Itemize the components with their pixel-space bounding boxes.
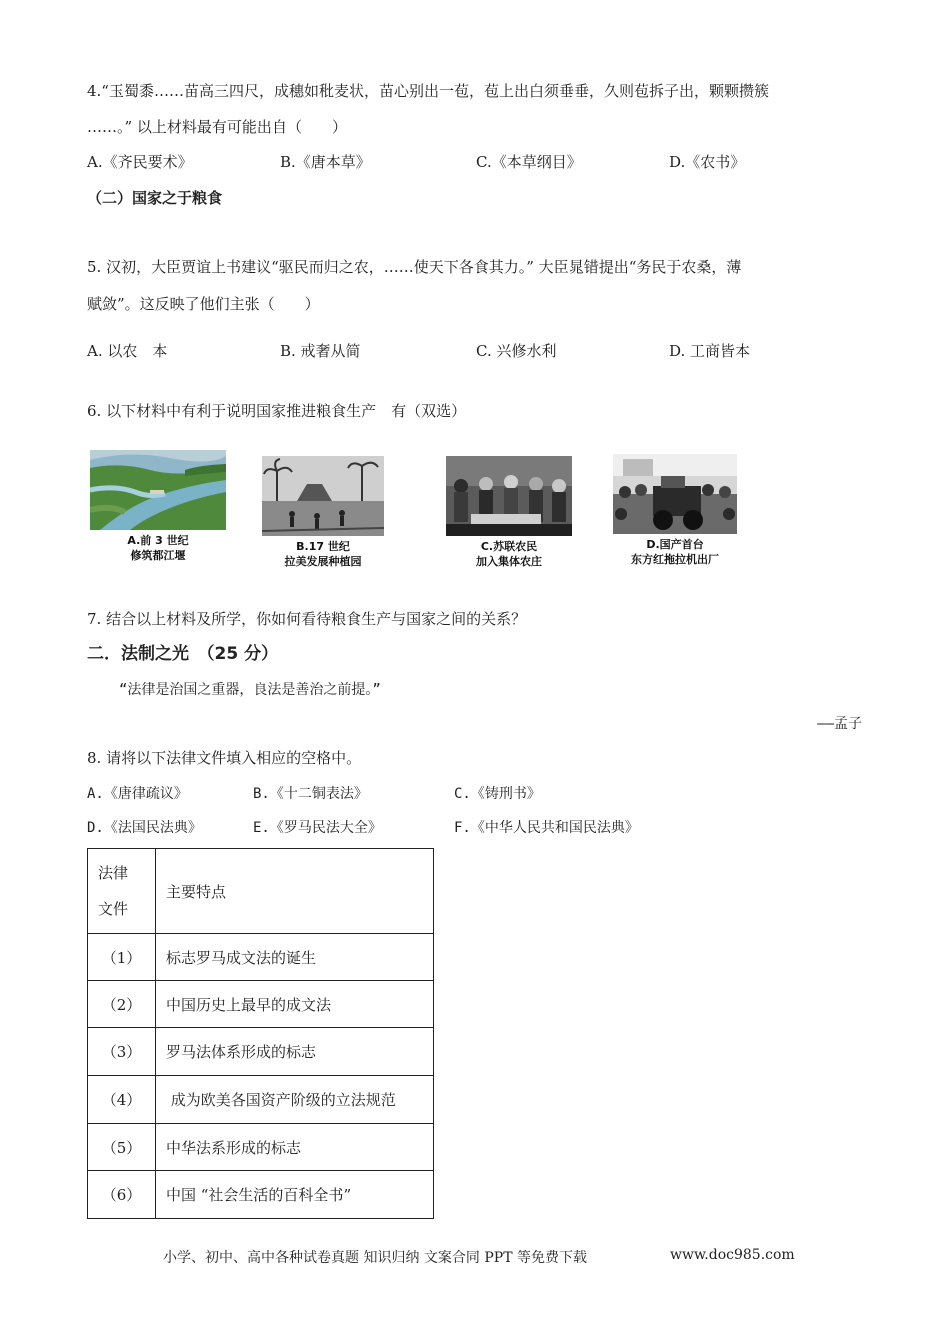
epigraph-quote: “法律是治国之重器，良法是善治之前提。” <box>119 682 381 698</box>
q7-stem: 7. 结合以上材料及所学，你如何看待粮食生产与国家之间的关系？ <box>87 610 527 628</box>
law-table <box>87 848 434 1219</box>
q8-option-c: C.《铸刑书》 <box>454 786 541 802</box>
picture-d-caption-line1: D.国产首台 <box>646 538 704 551</box>
row-feature: 中华法系形成的标志 <box>156 1124 434 1171</box>
q8-option-f: F.《中华人民共和国民法典》 <box>454 820 639 836</box>
row-feature: 标志罗马成文法的诞生 <box>156 934 434 981</box>
picture-b <box>262 456 398 572</box>
row-number[interactable]: （1） <box>88 934 156 981</box>
header-law-document <box>88 849 156 934</box>
row-feature: 成为欧美各国资产阶级的立法规范 <box>156 1076 434 1124</box>
plantation-engraving <box>262 456 384 536</box>
picture-c <box>446 456 582 572</box>
row-number[interactable]: （2） <box>88 981 156 1028</box>
table-row <box>88 934 434 981</box>
picture-d-caption-line2: 东方红拖拉机出厂 <box>631 553 719 566</box>
q5-option-b: B. 戒奢从简 <box>280 342 361 360</box>
q5-stem-line1: 5. 汉初，大臣贾谊上书建议“驱民而归之农，……使天下各食其力。” 大臣晁错提出“务民于农桑，薄 <box>87 258 742 276</box>
footer-text: 小学、初中、高中各种试卷真题 知识归纳 文案合同 PPT 等免费下载 <box>163 1250 587 1266</box>
header-main-feature: 主要特点 <box>156 849 434 934</box>
header-col1-line2: 文件 <box>98 900 129 918</box>
q4-stem-line1: 4.“玉蜀黍……苗高三四尺，成穗如秕麦状，苗心别出一苞，苞上出白须垂垂，久则苞拆子出，颗颗攒簇 <box>87 82 769 100</box>
q8-option-d: D.《法国民法典》 <box>87 820 202 836</box>
q4-option-d: D.《农书》 <box>669 153 746 171</box>
picture-d <box>613 454 749 570</box>
table-header-row <box>88 849 434 934</box>
q8-option-b: B.《十二铜表法》 <box>253 786 368 802</box>
table-row <box>88 1171 434 1219</box>
q8-stem: 8. 请将以下法律文件填入相应的空格中。 <box>87 749 362 767</box>
picture-b-caption-line2: 拉美发展种植园 <box>284 555 362 568</box>
picture-a-caption-line1: A.前 3 世纪 <box>127 534 189 547</box>
footer-site-link[interactable]: www.doc985.com <box>670 1247 795 1263</box>
row-feature: 中国历史上最早的成文法 <box>156 981 434 1028</box>
q8-option-e: E.《罗马民法大全》 <box>253 820 382 836</box>
picture-a-caption-line2: 修筑都江堰 <box>130 549 186 562</box>
row-feature: 中国 “社会生活的百科全书” <box>156 1171 434 1219</box>
header-col1-line1: 法律 <box>98 864 129 882</box>
tractor-photo <box>613 454 737 534</box>
collective-farm-photo <box>446 456 572 536</box>
epigraph-author: ——孟子 <box>817 716 862 732</box>
table-row <box>88 981 434 1028</box>
table-row <box>88 1028 434 1076</box>
picture-b-caption-line1: B.17 世纪 <box>296 540 350 553</box>
q4-stem-line2: ……。” 以上材料最有可能出自（ ） <box>87 118 347 136</box>
row-feature: 罗马法体系形成的标志 <box>156 1028 434 1076</box>
picture-c-caption-line1: C.苏联农民 <box>480 540 538 553</box>
table-row <box>88 1076 434 1124</box>
q5-stem-line2: 赋敛”。这反映了他们主张（ ） <box>87 295 320 313</box>
q4-option-b: B.《唐本草》 <box>280 153 371 171</box>
q4-option-a: A.《齐民要术》 <box>87 153 193 171</box>
dujiangyan-photo <box>90 450 226 530</box>
q6-stem: 6. 以下材料中有利于说明国家推进粮食生产 有（双选） <box>87 402 467 420</box>
q5-option-c: C. 兴修水利 <box>476 342 557 360</box>
table-row <box>88 1124 434 1171</box>
row-number[interactable]: （3） <box>88 1028 156 1076</box>
subsection-title: （二）国家之于粮食 <box>87 189 223 207</box>
q8-option-a: A.《唐律疏议》 <box>87 786 188 802</box>
section-title: 二．法制之光 （25 分） <box>87 644 279 664</box>
q4-option-c: C.《本草纲目》 <box>476 153 582 171</box>
row-number[interactable]: （4） <box>88 1076 156 1124</box>
picture-c-caption-line2: 加入集体农庄 <box>476 555 542 568</box>
row-number[interactable]: （6） <box>88 1171 156 1219</box>
q5-option-d: D. 工商皆本 <box>669 342 751 360</box>
row-number[interactable]: （5） <box>88 1124 156 1171</box>
picture-a <box>90 450 226 566</box>
q5-option-a: A. 以农 本 <box>87 342 168 360</box>
